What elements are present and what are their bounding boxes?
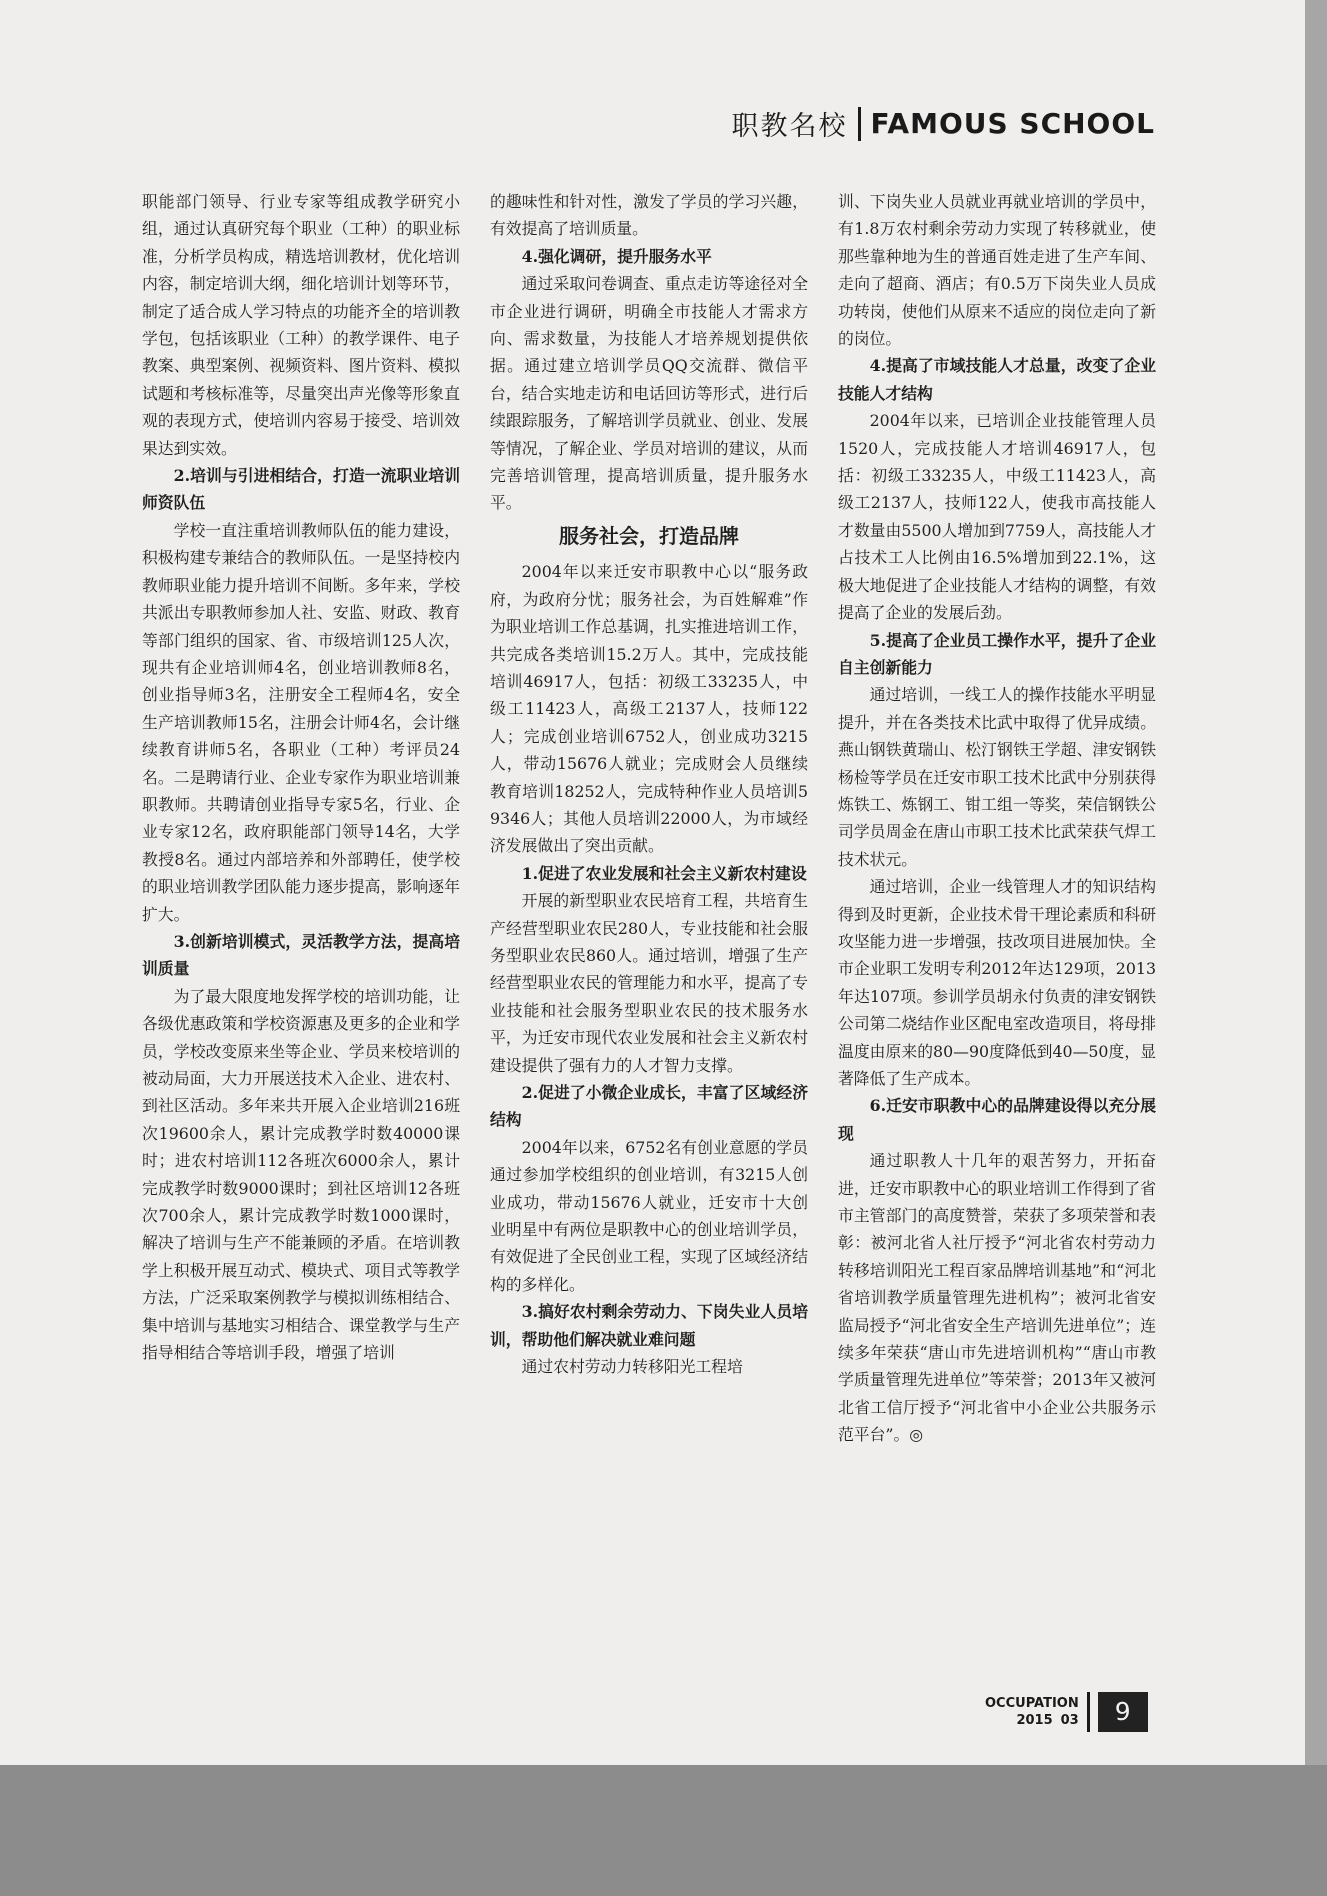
issue-number: 03 [1060,1713,1079,1728]
header-divider [858,107,861,141]
paragraph: 的趣味性和针对性，激发了学员的学习兴趣，有效提高了培训质量。 [490,192,808,239]
paragraph: 通过培训，一线工人的操作技能水平明显提升，并在各类技术比武中取得了优异成绩。燕山钢铁黄瑞山、松汀钢铁王学超、津安钢铁杨检等学员在迁安市职工技术比武中分别获得炼铁工、炼钢工、钳工组一等奖，荣信钢铁公司学员周金在唐山市职工技术比武荣获气焊工技术状元。 [838,685,1156,869]
paragraph: 训、下岗失业人员就业再就业培训的学员中，有1.8万农村剩余劳动力实现了转移就业，使那些靠种地为生的普通百姓走进了生产车间、走向了超商、酒店；有0.5万下岗失业人员成功转岗，使他们从原来不适应的岗位走向了新的岗位。 [838,192,1156,349]
issue-year: 2015 [1016,1713,1053,1728]
paragraph: 2004年以来迁安市职教中心以“服务政府，为政府分忧；服务社会，为百姓解难”作为职业培训工作总基调，扎实推进培训工作，共完成各类培训15.2万人。其中，完成技能培训46917人，包括：初级工33235人，中级工11423人，高级工2137人，技师122人；完成创业培训6752人，创业成功3215人，带动15676人就业；完成财会人员继续教育培训18252人，完成特种作业人员培训59346人；其他人员培训22000人，为市域经济发展做出了突出贡献。 [490,562,808,856]
footer-info [985,1695,1079,1729]
subsection-heading: 3.搞好农村剩余劳动力、下岗失业人员培训，帮助他们解决就业难问题 [490,1302,808,1349]
page-footer [985,1692,1148,1732]
section-title-en: FAMOUS SCHOOL [870,107,1155,140]
text-column-3 [838,188,1156,1449]
scan-edge-right [1305,0,1327,1765]
section-title-cn: 职教名校 [731,111,848,142]
section-heading: 服务社会，打造品牌 [559,523,739,548]
paragraph: 通过农村劳动力转移阳光工程培 [521,1357,743,1377]
subsection-heading: 6.迁安市职教中心的品牌建设得以充分展现 [838,1096,1156,1143]
page-number: 9 [1098,1692,1148,1732]
subsection-heading: 1.促进了农业发展和社会主义新农村建设 [521,863,807,883]
subsection-heading: 2.培训与引进相结合，打造一流职业培训师资队伍 [142,466,460,513]
subsection-heading: 2.促进了小微企业成长，丰富了区域经济结构 [490,1083,808,1130]
magazine-name: OCCUPATION [985,1696,1079,1711]
scan-edge-bottom [0,1765,1327,1896]
paragraph: 2004年以来，已培训企业技能管理人员1520人，完成技能人才培训46917人，包括：初级工33235人，中级工11423人，高级工2137人，技师122人，使我市高技能人才数量由5500人增加到7759人，高技能人才占技术工人比例由16.5%增加到22.1%，这极大地促进了企业技能人才结构的调整，有效提高了企业的发展后劲。 [838,411,1156,623]
page-header [732,104,1156,143]
paragraph: 通过培训，企业一线管理人才的知识结构得到及时更新，企业技术骨干理论素质和科研攻坚能力进一步增强，技改项目进展加快。全市企业职工发明专利2012年达129项，2013年达107项。参训学员胡永付负责的津安钢铁公司第二烧结作业区配电室改造项目，将母排温度由原来的80—90度降低到40—50度，显著降低了生产成本。 [838,877,1156,1088]
subsection-heading: 5.提高了企业员工操作水平，提升了企业自主创新能力 [838,630,1156,677]
paragraph: 为了最大限度地发挥学校的培训功能，让各级优惠政策和学校资源惠及更多的企业和学员，学校改变原来坐等企业、学员来校培训的被动局面，大力开展送技术入企业、进农村、到社区活动。多年来共开展入企业培训216班次19600余人，累计完成教学时数40000课时；进农村培训112各班次6000余人，累计完成教学时数9000课时；到社区培训12各班次700余人，累计完成教学时数1000课时，解决了培训与生产不能兼顾的矛盾。在培训教学上积极开展互动式、模块式、项目式等教学方法，广泛采取案例教学与模拟训练相结合、集中培训与基地实习相结合、课堂教学与生产指导相结合等培训手段，增强了培训 [142,986,460,1363]
text-column-1 [142,188,460,1366]
paragraph: 通过采取问卷调查、重点走访等途径对全市企业进行调研，明确全市技能人才需求方向、需求数量，为技能人才培养规划提供依据。通过建立培训学员QQ交流群、微信平台，结合实地走访和电话回访等形式，进行后续跟踪服务，了解培训学员就业、创业、发展等情况，了解企业、学员对培训的建议，从而完善培训管理，提高培训质量，提升服务水平。 [490,274,808,513]
paragraph: 学校一直注重培训教师队伍的能力建设，积极构建专兼结合的教师队伍。一是坚持校内教师职业能力提升培训不间断。多年来，学校共派出专职教师参加人社、安监、财政、教育等部门组织的国家、省、市级培训125人次，现共有企业培训师4名，创业培训教师8名，创业指导师3名，注册安全工程师4名，安全生产培训教师15名，注册会计师4名，会计继续教育讲师5名，各职业（工种）考评员24名。二是聘请行业、企业专家作为职业培训兼职教师。共聘请创业指导专家5名，行业、企业专家12名，政府职能部门领导14名，大学教授8名。通过内部培养和外部聘任，使学校的职业培训教学团队能力逐步提高，影响逐年扩大。 [142,520,460,924]
paragraph: 通过职教人十几年的艰苦努力，开拓奋进，迁安市职教中心的职业培训工作得到了省市主管部门的高度赞誉，荣获了多项荣誉和表彰：被河北省人社厅授予“河北省农村劳动力转移培训阳光工程百家品牌培训基地”和“河北省培训教学质量管理先进机构”；被河北省安监局授予“河北省安全生产培训先进单位”；连续多年荣获“唐山市先进培训机构”“唐山市教学质量管理先进单位”等荣誉；2013年又被河北省工信厅授予“河北省中小企业公共服务示范平台”。◎ [838,1151,1156,1445]
paragraph: 职能部门领导、行业专家等组成教学研究小组，通过认真研究每个职业（工种）的职业标准，分析学员构成，精选培训教材，优化培训内容，制定培训大纲，细化培训计划等环节，制定了适合成人学习特点的功能齐全的培训教学包，包括该职业（工种）的教学课件、电子教案、典型案例、视频资料、图片资料、模拟试题和考核标准等，尽量突出声光像等形象直观的表现方式，使培训内容易于接受、培训效果达到实效。 [142,192,460,458]
paragraph: 2004年以来，6752名有创业意愿的学员通过参加学校组织的创业培训，有3215人创业成功，带动15676人就业，迁安市十大创业明星中有两位是职教中心的创业培训学员，有效促进了全民创业工程，实现了区域经济结构的多样化。 [490,1137,808,1294]
subsection-heading: 3.创新培训模式，灵活教学方法，提高培训质量 [142,931,460,979]
paragraph: 开展的新型职业农民培育工程，共培育生产经营型职业农民280人，专业技能和社会服务型职业农民860人。通过培训，增强了生产经营型职业农民的管理能力和水平，提高了专业技能和社会服务型职业农民的技术服务水平，为迁安市现代农业发展和社会主义新农村建设提供了强有力的人才智力支撑。 [490,891,808,1075]
issue-info [985,1712,1079,1729]
text-column-2 [490,188,808,1380]
subsection-heading: 4.提高了市域技能人才总量，改变了企业技能人才结构 [838,356,1156,403]
subsection-heading: 4.强化调研，提升服务水平 [521,246,712,266]
footer-divider [1087,1692,1090,1732]
